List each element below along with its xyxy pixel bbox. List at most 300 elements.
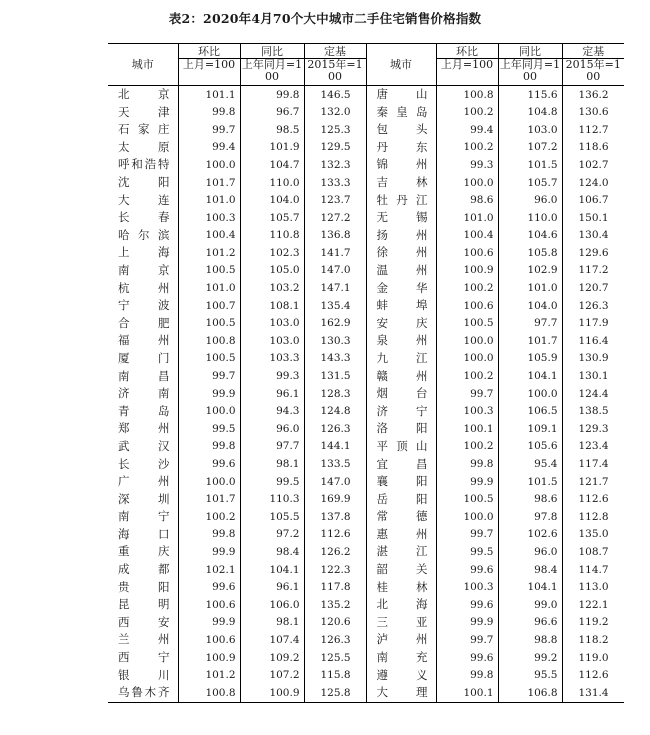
yoy-cell-left: 107.4 bbox=[240, 631, 304, 649]
mom-cell-left: 99.7 bbox=[178, 368, 240, 386]
city-cell-right: 岳阳 bbox=[366, 491, 436, 509]
mom-cell-left: 99.9 bbox=[178, 543, 240, 561]
fixed-cell-left: 120.6 bbox=[304, 614, 366, 632]
table-row bbox=[108, 596, 624, 614]
mom-cell-right: 99.8 bbox=[436, 667, 498, 685]
fixed-cell-left: 112.6 bbox=[304, 526, 366, 544]
mom-cell-right: 99.4 bbox=[436, 121, 498, 139]
mom-cell-left: 100.8 bbox=[178, 332, 240, 350]
yoy-cell-right: 105.9 bbox=[498, 350, 562, 368]
price-index-table bbox=[108, 43, 624, 703]
yoy-cell-left: 96.1 bbox=[240, 579, 304, 597]
fixed-cell-right: 131.4 bbox=[562, 684, 624, 702]
fixed-cell-left: 133.3 bbox=[304, 174, 366, 192]
fixed-cell-right: 121.7 bbox=[562, 473, 624, 491]
mom-cell-right: 98.6 bbox=[436, 192, 498, 210]
yoy-cell-left: 110.8 bbox=[240, 227, 304, 245]
fixed-cell-left: 122.3 bbox=[304, 561, 366, 579]
header-yoy-base-right: 上年同月=100 bbox=[498, 59, 562, 86]
mom-cell-right: 100.1 bbox=[436, 684, 498, 702]
mom-cell-right: 100.5 bbox=[436, 491, 498, 509]
fixed-cell-right: 130.9 bbox=[562, 350, 624, 368]
city-cell-right: 惠州 bbox=[366, 526, 436, 544]
city-cell-left: 北京 bbox=[118, 87, 170, 102]
yoy-cell-left: 96.7 bbox=[240, 104, 304, 122]
city-cell-right: 大理 bbox=[366, 684, 436, 702]
fixed-cell-left: 125.5 bbox=[304, 649, 366, 667]
city-cell-left: 天津 bbox=[118, 104, 170, 119]
yoy-cell-right: 104.8 bbox=[498, 104, 562, 122]
city-cell-right: 三亚 bbox=[366, 614, 436, 632]
city-cell-right: 九江 bbox=[366, 350, 436, 368]
yoy-cell-left: 110.3 bbox=[240, 491, 304, 509]
fixed-cell-left: 126.3 bbox=[304, 631, 366, 649]
mom-cell-left: 100.8 bbox=[178, 684, 240, 702]
fixed-cell-right: 130.1 bbox=[562, 368, 624, 386]
city-cell-left: 青岛 bbox=[118, 403, 170, 418]
fixed-cell-right: 124.0 bbox=[562, 174, 624, 192]
table-row bbox=[108, 192, 624, 210]
mom-cell-left: 100.0 bbox=[178, 403, 240, 421]
fixed-cell-left: 125.3 bbox=[304, 121, 366, 139]
header-fixed-base-left: 2015年=100 bbox=[304, 59, 366, 86]
city-cell-right: 扬州 bbox=[366, 227, 436, 245]
fixed-cell-left: 124.8 bbox=[304, 403, 366, 421]
mom-cell-left: 101.2 bbox=[178, 244, 240, 262]
table-row bbox=[108, 262, 624, 280]
city-cell-left: 银川 bbox=[118, 667, 170, 682]
yoy-cell-left: 105.0 bbox=[240, 262, 304, 280]
yoy-cell-left: 103.0 bbox=[240, 315, 304, 333]
fixed-cell-left: 131.5 bbox=[304, 368, 366, 386]
table-title: 表2：2020年4月70个大中城市二手住宅销售价格指数 bbox=[168, 11, 482, 26]
yoy-cell-right: 102.6 bbox=[498, 526, 562, 544]
yoy-cell-left: 100.9 bbox=[240, 684, 304, 702]
city-cell-right: 金华 bbox=[366, 280, 436, 298]
city-cell-left: 石家庄 bbox=[118, 122, 170, 137]
fixed-cell-right: 129.6 bbox=[562, 244, 624, 262]
mom-cell-left: 99.6 bbox=[178, 455, 240, 473]
yoy-cell-left: 99.8 bbox=[240, 86, 304, 104]
fixed-cell-right: 102.7 bbox=[562, 156, 624, 174]
table-row bbox=[108, 491, 624, 509]
fixed-cell-left: 143.3 bbox=[304, 350, 366, 368]
yoy-cell-left: 94.3 bbox=[240, 403, 304, 421]
fixed-cell-right: 114.7 bbox=[562, 561, 624, 579]
city-cell-right: 安庆 bbox=[366, 315, 436, 333]
yoy-cell-left: 105.7 bbox=[240, 209, 304, 227]
yoy-cell-right: 104.6 bbox=[498, 227, 562, 245]
table-row bbox=[108, 526, 624, 544]
fixed-cell-right: 118.2 bbox=[562, 631, 624, 649]
fixed-cell-right: 123.4 bbox=[562, 438, 624, 456]
fixed-cell-left: 126.2 bbox=[304, 543, 366, 561]
city-cell-left: 重庆 bbox=[118, 544, 170, 559]
mom-cell-left: 99.9 bbox=[178, 614, 240, 632]
city-cell-right: 宜昌 bbox=[366, 455, 436, 473]
yoy-cell-left: 99.3 bbox=[240, 368, 304, 386]
mom-cell-right: 99.6 bbox=[436, 649, 498, 667]
mom-cell-right: 100.6 bbox=[436, 297, 498, 315]
fixed-cell-right: 150.1 bbox=[562, 209, 624, 227]
city-cell-left: 大连 bbox=[118, 192, 170, 207]
fixed-cell-left: 133.5 bbox=[304, 455, 366, 473]
city-cell-right: 湛江 bbox=[366, 543, 436, 561]
table-row bbox=[108, 614, 624, 632]
city-cell-right: 丹东 bbox=[366, 139, 436, 157]
city-cell-left: 太原 bbox=[118, 139, 170, 154]
mom-cell-left: 102.1 bbox=[178, 561, 240, 579]
table-row bbox=[108, 385, 624, 403]
mom-cell-right: 99.8 bbox=[436, 455, 498, 473]
yoy-cell-right: 109.1 bbox=[498, 420, 562, 438]
mom-cell-left: 100.0 bbox=[178, 473, 240, 491]
city-cell-right: 蚌埠 bbox=[366, 297, 436, 315]
header-city-left: 城市 bbox=[108, 44, 178, 86]
mom-cell-right: 100.0 bbox=[436, 174, 498, 192]
yoy-cell-right: 110.0 bbox=[498, 209, 562, 227]
city-cell-left: 昆明 bbox=[118, 597, 170, 612]
header-fixed-right: 定基 bbox=[562, 44, 624, 59]
city-cell-left: 福州 bbox=[118, 333, 170, 348]
city-cell-right: 桂林 bbox=[366, 579, 436, 597]
fixed-cell-right: 106.7 bbox=[562, 192, 624, 210]
table-row bbox=[108, 297, 624, 315]
table-row bbox=[108, 455, 624, 473]
mom-cell-right: 99.7 bbox=[436, 631, 498, 649]
mom-cell-left: 100.3 bbox=[178, 209, 240, 227]
table-row bbox=[108, 579, 624, 597]
table-row bbox=[108, 631, 624, 649]
fixed-cell-right: 117.9 bbox=[562, 315, 624, 333]
city-cell-left: 乌鲁木齐 bbox=[108, 684, 178, 702]
city-cell-right: 平顶山 bbox=[366, 438, 436, 456]
city-cell-right: 无锡 bbox=[366, 209, 436, 227]
city-cell-right: 济宁 bbox=[366, 403, 436, 421]
mom-cell-left: 100.5 bbox=[178, 262, 240, 280]
yoy-cell-right: 101.5 bbox=[498, 156, 562, 174]
fixed-cell-left: 169.9 bbox=[304, 491, 366, 509]
yoy-cell-left: 109.2 bbox=[240, 649, 304, 667]
fixed-cell-left: 123.7 bbox=[304, 192, 366, 210]
yoy-cell-right: 95.5 bbox=[498, 667, 562, 685]
header-fixed-left: 定基 bbox=[304, 44, 366, 59]
city-cell-left: 厦门 bbox=[118, 350, 170, 365]
fixed-cell-left: 115.8 bbox=[304, 667, 366, 685]
yoy-cell-right: 100.0 bbox=[498, 385, 562, 403]
mom-cell-right: 100.2 bbox=[436, 368, 498, 386]
mom-cell-left: 100.4 bbox=[178, 227, 240, 245]
table-row bbox=[108, 332, 624, 350]
table-row bbox=[108, 350, 624, 368]
mom-cell-left: 100.6 bbox=[178, 631, 240, 649]
table-row bbox=[108, 684, 624, 702]
table-body bbox=[108, 86, 624, 703]
mom-cell-right: 99.6 bbox=[436, 561, 498, 579]
yoy-cell-right: 105.6 bbox=[498, 438, 562, 456]
fixed-cell-left: 162.9 bbox=[304, 315, 366, 333]
mom-cell-left: 99.5 bbox=[178, 420, 240, 438]
yoy-cell-right: 97.7 bbox=[498, 315, 562, 333]
yoy-cell-right: 97.8 bbox=[498, 508, 562, 526]
mom-cell-right: 99.5 bbox=[436, 543, 498, 561]
city-cell-left: 西宁 bbox=[118, 650, 170, 665]
mom-cell-left: 101.0 bbox=[178, 280, 240, 298]
city-cell-right: 赣州 bbox=[366, 368, 436, 386]
table-row bbox=[108, 543, 624, 561]
header-mom-base-left: 上月=100 bbox=[178, 59, 240, 86]
mom-cell-right: 100.0 bbox=[436, 350, 498, 368]
yoy-cell-left: 96.0 bbox=[240, 420, 304, 438]
header-yoy-base-left: 上年同月=100 bbox=[240, 59, 304, 86]
city-cell-left: 长春 bbox=[118, 210, 170, 225]
yoy-cell-left: 106.0 bbox=[240, 596, 304, 614]
table-row bbox=[108, 139, 624, 157]
city-cell-left: 上海 bbox=[118, 245, 170, 260]
table-header bbox=[108, 44, 624, 86]
table-row bbox=[108, 209, 624, 227]
yoy-cell-right: 96.6 bbox=[498, 614, 562, 632]
table-row bbox=[108, 438, 624, 456]
yoy-cell-left: 97.7 bbox=[240, 438, 304, 456]
mom-cell-left: 100.0 bbox=[178, 156, 240, 174]
table-row bbox=[108, 667, 624, 685]
fixed-cell-left: 132.3 bbox=[304, 156, 366, 174]
table-row bbox=[108, 420, 624, 438]
mom-cell-right: 100.3 bbox=[436, 579, 498, 597]
mom-cell-left: 101.1 bbox=[178, 86, 240, 104]
yoy-cell-left: 103.2 bbox=[240, 280, 304, 298]
yoy-cell-left: 98.5 bbox=[240, 121, 304, 139]
city-cell-right: 温州 bbox=[366, 262, 436, 280]
mom-cell-left: 99.8 bbox=[178, 104, 240, 122]
fixed-cell-left: 125.8 bbox=[304, 684, 366, 702]
fixed-cell-right: 136.2 bbox=[562, 86, 624, 104]
fixed-cell-right: 112.7 bbox=[562, 121, 624, 139]
city-cell-right: 南充 bbox=[366, 649, 436, 667]
city-cell-right: 唐山 bbox=[366, 86, 436, 104]
yoy-cell-right: 104.1 bbox=[498, 579, 562, 597]
city-cell-left: 长沙 bbox=[118, 456, 170, 471]
fixed-cell-right: 124.4 bbox=[562, 385, 624, 403]
yoy-cell-right: 105.8 bbox=[498, 244, 562, 262]
table-row bbox=[108, 280, 624, 298]
table-row bbox=[108, 104, 624, 122]
mom-cell-right: 100.5 bbox=[436, 315, 498, 333]
fixed-cell-right: 130.6 bbox=[562, 104, 624, 122]
header-mom-right: 环比 bbox=[436, 44, 498, 59]
table-row bbox=[108, 315, 624, 333]
fixed-cell-right: 117.4 bbox=[562, 455, 624, 473]
table-row bbox=[108, 561, 624, 579]
fixed-cell-left: 127.2 bbox=[304, 209, 366, 227]
table-row bbox=[108, 121, 624, 139]
table-row bbox=[108, 244, 624, 262]
yoy-cell-left: 98.4 bbox=[240, 543, 304, 561]
city-cell-left: 南京 bbox=[118, 262, 170, 277]
mom-cell-left: 101.7 bbox=[178, 174, 240, 192]
mom-cell-left: 100.6 bbox=[178, 596, 240, 614]
table-row bbox=[108, 156, 624, 174]
city-cell-left: 杭州 bbox=[118, 280, 170, 295]
city-cell-right: 牡丹江 bbox=[366, 192, 436, 210]
fixed-cell-right: 108.7 bbox=[562, 543, 624, 561]
mom-cell-left: 100.5 bbox=[178, 350, 240, 368]
fixed-cell-right: 112.6 bbox=[562, 491, 624, 509]
city-cell-left: 西安 bbox=[118, 614, 170, 629]
mom-cell-left: 99.7 bbox=[178, 121, 240, 139]
yoy-cell-right: 101.7 bbox=[498, 332, 562, 350]
city-cell-left: 广州 bbox=[118, 474, 170, 489]
yoy-cell-right: 107.2 bbox=[498, 139, 562, 157]
fixed-cell-left: 144.1 bbox=[304, 438, 366, 456]
yoy-cell-left: 104.7 bbox=[240, 156, 304, 174]
header-yoy-left: 同比 bbox=[240, 44, 304, 59]
mom-cell-right: 100.0 bbox=[436, 508, 498, 526]
table-row bbox=[108, 227, 624, 245]
table-row bbox=[108, 368, 624, 386]
yoy-cell-left: 107.2 bbox=[240, 667, 304, 685]
mom-cell-right: 99.6 bbox=[436, 596, 498, 614]
header-yoy-right: 同比 bbox=[498, 44, 562, 59]
mom-cell-left: 100.5 bbox=[178, 315, 240, 333]
fixed-cell-right: 135.0 bbox=[562, 526, 624, 544]
header-city-right: 城市 bbox=[366, 44, 436, 86]
mom-cell-right: 99.9 bbox=[436, 614, 498, 632]
mom-cell-right: 99.7 bbox=[436, 385, 498, 403]
city-cell-right: 常德 bbox=[366, 508, 436, 526]
fixed-cell-right: 130.4 bbox=[562, 227, 624, 245]
yoy-cell-left: 101.9 bbox=[240, 139, 304, 157]
city-cell-left: 南昌 bbox=[118, 368, 170, 383]
yoy-cell-left: 99.5 bbox=[240, 473, 304, 491]
yoy-cell-right: 105.7 bbox=[498, 174, 562, 192]
fixed-cell-right: 119.0 bbox=[562, 649, 624, 667]
mom-cell-left: 99.4 bbox=[178, 139, 240, 157]
yoy-cell-left: 96.1 bbox=[240, 385, 304, 403]
yoy-cell-right: 99.2 bbox=[498, 649, 562, 667]
city-cell-right: 韶关 bbox=[366, 561, 436, 579]
yoy-cell-right: 98.6 bbox=[498, 491, 562, 509]
mom-cell-right: 100.6 bbox=[436, 244, 498, 262]
city-cell-right: 吉林 bbox=[366, 174, 436, 192]
fixed-cell-left: 146.5 bbox=[304, 86, 366, 104]
mom-cell-right: 99.7 bbox=[436, 526, 498, 544]
mom-cell-right: 100.2 bbox=[436, 104, 498, 122]
yoy-cell-left: 108.1 bbox=[240, 297, 304, 315]
yoy-cell-right: 101.5 bbox=[498, 473, 562, 491]
fixed-cell-left: 147.0 bbox=[304, 473, 366, 491]
fixed-cell-right: 113.0 bbox=[562, 579, 624, 597]
mom-cell-right: 100.1 bbox=[436, 420, 498, 438]
mom-cell-left: 99.9 bbox=[178, 385, 240, 403]
yoy-cell-right: 103.0 bbox=[498, 121, 562, 139]
city-cell-right: 泸州 bbox=[366, 631, 436, 649]
yoy-cell-left: 104.1 bbox=[240, 561, 304, 579]
mom-cell-right: 100.4 bbox=[436, 227, 498, 245]
mom-cell-right: 100.9 bbox=[436, 262, 498, 280]
city-cell-left: 成都 bbox=[118, 562, 170, 577]
fixed-cell-right: 118.6 bbox=[562, 139, 624, 157]
table-row bbox=[108, 649, 624, 667]
mom-cell-left: 99.8 bbox=[178, 438, 240, 456]
yoy-cell-left: 102.3 bbox=[240, 244, 304, 262]
yoy-cell-left: 97.2 bbox=[240, 526, 304, 544]
yoy-cell-left: 110.0 bbox=[240, 174, 304, 192]
mom-cell-right: 100.2 bbox=[436, 280, 498, 298]
city-cell-right: 烟台 bbox=[366, 385, 436, 403]
fixed-cell-right: 112.6 bbox=[562, 667, 624, 685]
fixed-cell-left: 136.8 bbox=[304, 227, 366, 245]
fixed-cell-left: 126.3 bbox=[304, 420, 366, 438]
fixed-cell-right: 138.5 bbox=[562, 403, 624, 421]
mom-cell-left: 100.2 bbox=[178, 508, 240, 526]
city-cell-right: 包头 bbox=[366, 121, 436, 139]
yoy-cell-right: 104.0 bbox=[498, 297, 562, 315]
city-cell-left: 海口 bbox=[118, 526, 170, 541]
fixed-cell-left: 130.3 bbox=[304, 332, 366, 350]
mom-cell-left: 101.7 bbox=[178, 491, 240, 509]
yoy-cell-right: 96.0 bbox=[498, 192, 562, 210]
table-row bbox=[108, 508, 624, 526]
fixed-cell-right: 117.2 bbox=[562, 262, 624, 280]
fixed-cell-left: 141.7 bbox=[304, 244, 366, 262]
fixed-cell-left: 135.2 bbox=[304, 596, 366, 614]
fixed-cell-left: 117.8 bbox=[304, 579, 366, 597]
mom-cell-right: 100.3 bbox=[436, 403, 498, 421]
mom-cell-left: 100.9 bbox=[178, 649, 240, 667]
mom-cell-left: 99.6 bbox=[178, 579, 240, 597]
fixed-cell-right: 112.8 bbox=[562, 508, 624, 526]
table-row bbox=[108, 174, 624, 192]
fixed-cell-right: 120.7 bbox=[562, 280, 624, 298]
yoy-cell-right: 96.0 bbox=[498, 543, 562, 561]
fixed-cell-left: 137.8 bbox=[304, 508, 366, 526]
table-row bbox=[108, 403, 624, 421]
city-cell-left: 呼和浩特 bbox=[118, 157, 170, 172]
fixed-cell-left: 128.3 bbox=[304, 385, 366, 403]
fixed-cell-right: 129.3 bbox=[562, 420, 624, 438]
header-fixed-base-right: 2015年=100 bbox=[562, 59, 624, 86]
city-cell-right: 遵义 bbox=[366, 667, 436, 685]
mom-cell-right: 100.2 bbox=[436, 438, 498, 456]
city-cell-right: 北海 bbox=[366, 596, 436, 614]
fixed-cell-right: 116.4 bbox=[562, 332, 624, 350]
city-cell-left: 宁波 bbox=[118, 298, 170, 313]
city-cell-left: 贵阳 bbox=[118, 579, 170, 594]
mom-cell-left: 100.7 bbox=[178, 297, 240, 315]
city-cell-left: 兰州 bbox=[118, 632, 170, 647]
header-mom-base-right: 上月=100 bbox=[436, 59, 498, 86]
mom-cell-right: 99.3 bbox=[436, 156, 498, 174]
city-cell-left: 郑州 bbox=[118, 421, 170, 436]
fixed-cell-right: 126.3 bbox=[562, 297, 624, 315]
yoy-cell-right: 115.6 bbox=[498, 86, 562, 104]
mom-cell-left: 101.2 bbox=[178, 667, 240, 685]
yoy-cell-right: 101.0 bbox=[498, 280, 562, 298]
mom-cell-right: 99.9 bbox=[436, 473, 498, 491]
city-cell-right: 徐州 bbox=[366, 244, 436, 262]
yoy-cell-right: 99.0 bbox=[498, 596, 562, 614]
city-cell-left: 深圳 bbox=[118, 491, 170, 506]
table-row bbox=[108, 473, 624, 491]
yoy-cell-right: 95.4 bbox=[498, 455, 562, 473]
city-cell-left: 合肥 bbox=[118, 315, 170, 330]
city-cell-right: 洛阳 bbox=[366, 420, 436, 438]
yoy-cell-left: 103.3 bbox=[240, 350, 304, 368]
city-cell-right: 襄阳 bbox=[366, 473, 436, 491]
yoy-cell-right: 104.1 bbox=[498, 368, 562, 386]
